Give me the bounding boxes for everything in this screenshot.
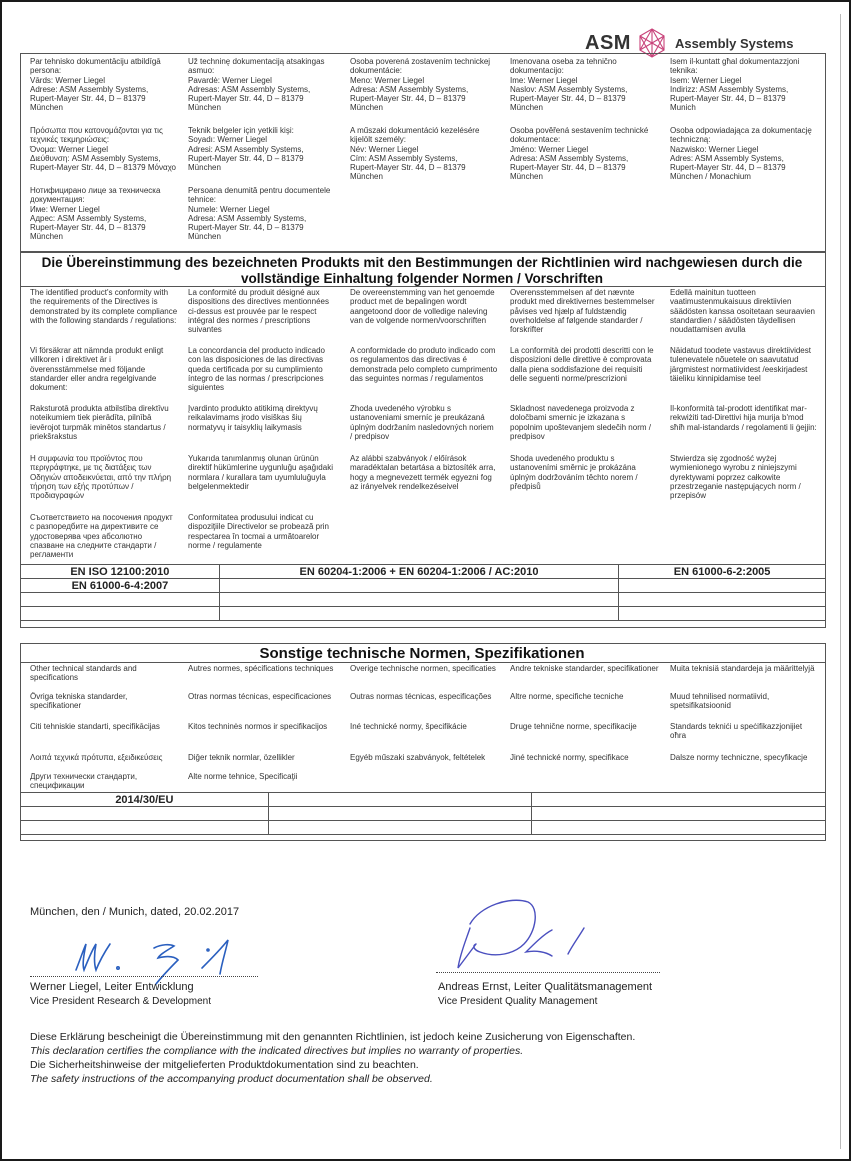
- signature-line-right: [436, 972, 660, 973]
- other-standards-label: Λοιπά τεχνικά πρότυπα, εξειδικεύσεις: [30, 753, 163, 762]
- address-line: Soyadı: Werner Liegel: [188, 135, 268, 145]
- other-standards-table: [20, 792, 826, 835]
- address-line: München / Monachium: [670, 172, 751, 182]
- conformity-title-line1: Die Übereinstimmung des bezeichneten Produkts mit den Bestimmungen der Richtlinien wird nachgewiesen durch die: [41, 255, 803, 270]
- address-line: Meno: Werner Liegel: [350, 75, 425, 85]
- role-label: Už techninę dokumentaciją atsakingas asmuo:: [188, 57, 325, 76]
- logo-brand: ASM: [585, 31, 631, 54]
- address-line: Adres: ASM Assembly Systems,: [670, 153, 784, 163]
- other-standards-label: Autres normes, spécifications techniques: [188, 664, 334, 673]
- address-line: Adresa: ASM Assembly Systems,: [510, 153, 629, 163]
- footer-line-4: The safety instructions of the accompanying product documentation shall be observed.: [30, 1073, 433, 1085]
- other-standards-cell: [268, 821, 532, 835]
- responsible-person-entry: [670, 126, 820, 182]
- address-line: Rupert-Mayer Str. 44, D – 81379: [30, 223, 146, 233]
- role-label: Нотифицирано лице за техническа документация:: [30, 186, 161, 205]
- address-line: Jméno: Werner Liegel: [510, 144, 589, 154]
- other-standards-cell: [21, 821, 269, 835]
- address-line: Адрес: ASM Assembly Systems,: [30, 213, 147, 223]
- responsible-person-entry: [670, 57, 820, 113]
- responsible-person-entry: [510, 57, 660, 113]
- role-label: Osoba pověřená sestavením technické dokumentace:: [510, 126, 649, 145]
- address-line: Isem: Werner Liegel: [670, 75, 742, 85]
- address-line: Rupert-Mayer Str. 44, D – 81379: [670, 94, 786, 104]
- other-standards-title: Sonstige technische Normen, Spezifikationen: [259, 645, 585, 662]
- address-line: Naslov: ASM Assembly Systems,: [510, 84, 628, 94]
- address-line: Rupert-Mayer Str. 44, D – 81379: [670, 163, 786, 173]
- address-line: Adresas: ASM Assembly Systems,: [188, 84, 311, 94]
- address-line: Rupert-Mayer Str. 44, D – 81379: [350, 163, 466, 173]
- left-signatory-title: Vice President Research & Development: [30, 996, 212, 1007]
- other-standards-label: Muud tehnilised normatiivid, spetsifikatsioonid: [670, 692, 770, 711]
- responsible-person-entry: [30, 126, 180, 172]
- other-standards-label: Muita teknisiä standardeja ja määrittelyjä: [670, 664, 815, 673]
- norm-cell: [219, 607, 618, 621]
- responsible-person-entry: [188, 57, 338, 113]
- address-line: Rupert-Mayer Str. 44, D – 81379: [350, 94, 466, 104]
- address-line: Adresa: ASM Assembly Systems,: [188, 213, 307, 223]
- conformity-statement: Η συμφωνία του προϊόντος που περιγράφτηκε, με τις διατάξεις των Οδηγιών αποδεικνύεται, από την πλήρη τήρηση των εξής προτύπων / προδιαγραφών: [30, 454, 172, 501]
- address-line: München: [510, 103, 543, 113]
- norm-cell: EN ISO 12100:2010: [21, 565, 220, 579]
- address-line: Rupert-Mayer Str. 44, D – 81379: [188, 94, 304, 104]
- responsible-person-entry: [350, 126, 500, 182]
- address-line: Ime: Werner Liegel: [510, 75, 578, 85]
- footer-line-2: This declaration certifies the compliance with the indicated directives but implies no warranty of properties.: [30, 1045, 524, 1057]
- address-line: Numele: Werner Liegel: [188, 204, 270, 214]
- divider: [20, 662, 826, 663]
- conformity-statement: Yukarıda tanımlanmış olunan ürünün direktif hükümlerine uygunluğu aşağıdaki normlara / kurallara tam uyumluluğuyla belgelenmektedir: [188, 454, 333, 491]
- other-standards-cell: 2014/30/EU: [21, 793, 269, 807]
- conformity-statement: Skladnost navedenega proizvoda z določbami smernic je izkazana s popolnim upoštevanjem sledečih norm / predpisov: [510, 404, 651, 441]
- other-standards-label: Otras normas técnicas, especificaciones: [188, 692, 332, 701]
- norm-cell: EN 60204-1:2006 + EN 60204-1:2006 / AC:2010: [219, 565, 618, 579]
- conformity-statement: Conformitatea produsului indicat cu dispoziţiile Directivelor se probează prin respectarea în tocmai a următoarelor norme / regulamente: [188, 513, 329, 550]
- signature-andreas-ernst: [450, 888, 610, 976]
- role-label: Osoba odpowiadająca za dokumentację techniczną:: [670, 126, 812, 145]
- other-standards-row: [21, 807, 826, 821]
- other-standards-label: Övriga tekniska standarder, specifikationer: [30, 692, 128, 711]
- other-standards-cell: [532, 821, 826, 835]
- other-standards-cell: [532, 793, 826, 807]
- conformity-statement: Az alábbi szabványok / előírások maradéktalan betartása a biztosíték arra, hogy a megnevezett termék egyezni fog az irányelvek rendelkezéseivel: [350, 454, 496, 491]
- scan-edge: [840, 14, 841, 1149]
- responsible-person-entry: [30, 57, 180, 113]
- responsible-person-entry: [188, 186, 338, 242]
- norms-row: [21, 607, 826, 621]
- address-line: Rupert-Mayer Str. 44, D – 81379: [510, 94, 626, 104]
- left-signatory-name: Werner Liegel, Leiter Entwicklung: [30, 981, 194, 993]
- logo-subtitle: Assembly Systems: [674, 35, 794, 51]
- conformity-statement: Shoda uvedeného produktu s ustanoveními směrnic je prokázána úplným dodržováním těchto norem / předpisů: [510, 454, 638, 491]
- footer-line-1: Diese Erklärung bescheinigt die Übereinstimmung mit den genannten Richtlinien, ist jedoch keine Zusicherung von Eigenschaften.: [30, 1031, 636, 1043]
- place-date: München, den / Munich, dated, 20.02.2017: [30, 906, 240, 918]
- norm-cell: [21, 607, 220, 621]
- conformity-statement: A conformidade do produto indicado com os regulamentos das directivas é demonstrada pelo completo cumprimento das seguintes normas / regulamentos: [350, 346, 498, 383]
- other-standards-label: Outras normas técnicas, especificações: [350, 692, 492, 701]
- norm-cell: [619, 593, 826, 607]
- norm-cell: [219, 579, 618, 593]
- role-label: Persoana denumită pentru documentele tehnice:: [188, 186, 331, 205]
- address-line: Nazwisko: Werner Liegel: [670, 144, 759, 154]
- conformity-statement: The identified product's conformity with the requirements of the Directives is demonstrated by its complete compliance with the following standards / regulations:: [30, 288, 178, 325]
- address-line: Rupert-Mayer Str. 44, D – 81379: [188, 223, 304, 233]
- role-label: Isem il-kuntatt għal dokumentazzjoni teknika:: [670, 57, 800, 76]
- other-standards-label: Egyéb műszaki szabványok, feltételek: [350, 753, 486, 762]
- other-standards-row: [21, 793, 826, 807]
- conformity-statement: Edellä mainitun tuotteen vaatimustenmukaisuus direktiivien säädösten kanssa osoitetaan seuraavien standardien / säädösten täydellisen noudattamisen avulla: [670, 288, 815, 335]
- right-signatory-title: Vice President Quality Management: [438, 996, 598, 1007]
- address-line: Adresa: ASM Assembly Systems,: [350, 84, 469, 94]
- address-line: Όνομα: Werner Liegel: [30, 144, 108, 154]
- address-line: München: [350, 103, 383, 113]
- conformity-statement: Il-konformità tal-prodott identifikat mar-rekwiżiti tad-Direttivi hija murija b'mod sħiħ mal-istandards / regolamenti li ġejjin:: [670, 404, 817, 432]
- other-standards-label: Iné technické normy, špecifikácie: [350, 722, 467, 731]
- other-standards-cell: [532, 807, 826, 821]
- role-label: Osoba poverená zostavením technickej dokumentácie:: [350, 57, 491, 76]
- other-standards-cell: [268, 793, 532, 807]
- address-line: München: [188, 232, 221, 242]
- norms-row: [21, 579, 826, 593]
- other-standards-label: Alte norme tehnice, Specificaţii: [188, 772, 298, 781]
- address-line: Διεύθυνση: ASM Assembly Systems,: [30, 153, 161, 163]
- address-line: Rupert-Mayer Str. 44, D – 81379: [188, 153, 304, 163]
- address-line: München: [30, 103, 63, 113]
- other-standards-label: Dalsze normy techniczne, specyfikacje: [670, 753, 808, 762]
- norm-cell: [219, 593, 618, 607]
- responsible-person-entry: [510, 126, 660, 182]
- norm-cell: [619, 607, 826, 621]
- other-standards-label: Citi tehniskie standarti, specifikācijas: [30, 722, 160, 731]
- other-standards-label: Diğer teknik normlar, özellikler: [188, 753, 295, 762]
- conformity-statement: De overeenstemming van het genoemde product met de bepalingen wordt aangetoond door de volledige naleving van de volgende normen/voorschriften: [350, 288, 495, 325]
- address-line: München: [350, 172, 383, 182]
- responsible-person-entry: [350, 57, 500, 113]
- conformity-statement: Zhoda uvedeného výrobku s ustanoveniami smerníc je preukázaná úplným dodržaním nasledovných noriem / predpisov: [350, 404, 494, 441]
- address-line: Munich: [670, 103, 696, 113]
- other-standards-label: Other technical standards and specifications: [30, 664, 137, 683]
- other-standards-label: Kitos techninės normos ir specifikacijos: [188, 722, 328, 731]
- norms-row: [21, 565, 826, 579]
- address-line: Adrese: ASM Assembly Systems,: [30, 84, 149, 94]
- conformity-statement: Overensstemmelsen af det nævnte produkt med direktivernes bestemmelser påvises ved hjælp af fuldstændig overholdelse af følgende standarder / forskrifter: [510, 288, 655, 335]
- other-standards-label: Standards teknići u speċifikazzjonijiet oħra: [670, 722, 803, 741]
- address-line: Adresi: ASM Assembly Systems,: [188, 144, 304, 154]
- address-line: München: [30, 232, 63, 242]
- other-standards-label: Други технически стандарти, спецификации: [30, 772, 138, 791]
- other-standards-row: [21, 821, 826, 835]
- conformity-statement: Įvardinto produkto atitikimą direktyvų reikalavimams įrodo visiškas šių normatyvų ir taisyklių laikymasis: [188, 404, 318, 432]
- address-line: Név: Werner Liegel: [350, 144, 419, 154]
- divider: [20, 286, 826, 287]
- conformity-statement: Näidatud toodete vastavus direktiividest tulenevatele nõuetele on saavutatud järgmistest normatiividest /eeskirjadest täieliku kinnipidamise teel: [670, 346, 811, 383]
- other-standards-label: Druge tehnične norme, specifikacije: [510, 722, 637, 731]
- conformity-statement: Vi försäkrar att nämnda produkt enligt villkoren i direktivet är i överensstämmelse med följande standarder eller andra regelgivande dokument:: [30, 346, 164, 393]
- other-standards-label: Altre norme, specifiche tecniche: [510, 692, 624, 701]
- role-label: Πρόσωπα που κατονομάζονται για τις τεχνικές τεκμηριώσεις:: [30, 126, 163, 145]
- other-standards-cell: [268, 807, 532, 821]
- right-signatory-name: Andreas Ernst, Leiter Qualitätsmanagement: [438, 981, 653, 993]
- conformity-statement: La conformità dei prodotti descritti con le disposizioni delle direttive è comprovata dalla piena soddisfazione dei requisiti delle seguenti norme/prescrizioni: [510, 346, 654, 383]
- role-label: A műszaki dokumentáció kezelésére kijelölt személy:: [350, 126, 480, 145]
- address-line: Indirizz: ASM Assembly Systems,: [670, 84, 789, 94]
- conformity-statement: La concordancia del producto indicado con las disposiciones de las directivas queda certificada por su cumplimiento íntegro de las normas / prescripciones siguientes: [188, 346, 325, 393]
- norms-row: [21, 593, 826, 607]
- address-line: Rupert-Mayer Str. 44, D – 81379: [30, 94, 146, 104]
- norm-cell: [21, 593, 220, 607]
- other-standards-cell: [21, 807, 269, 821]
- address-line: Име: Werner Liegel: [30, 204, 100, 214]
- address-line: München: [188, 103, 221, 113]
- conformity-statement: Съответствието на посочения продукт с разпоредбите на директивите се удостоверява чрез абсолютно спазване на следните стандарти / регламенти: [30, 513, 173, 560]
- norm-cell: EN 61000-6-4:2007: [21, 579, 220, 593]
- role-label: Teknik belgeler için yetkili kişi:: [188, 126, 294, 135]
- footer-line-3: Die Sicherheitshinweise der mitgelieferten Produktdokumentation sind zu beachten.: [30, 1059, 419, 1071]
- address-line: Rupert-Mayer Str. 44, D – 81379 Μόναχο: [30, 163, 177, 173]
- other-standards-label: Andre tekniske standarder, specifikationer: [510, 664, 659, 673]
- signature-line-left: [30, 976, 258, 977]
- conformity-title-line2: vollständige Einhaltung folgender Normen / Vorschriften: [240, 271, 604, 286]
- address-line: Pavardė: Werner Liegel: [188, 75, 272, 85]
- address-line: München: [188, 163, 221, 173]
- role-label: Par tehnisko dokumentāciju atbildīgā persona:: [30, 57, 161, 76]
- address-line: München: [510, 172, 543, 182]
- norm-cell: EN 61000-6-2:2005: [619, 565, 826, 579]
- conformity-statement: Stwierdza się zgodność wyżej wymienionego wyrobu z niniejszymi dyrektywami poprzez całkowite przestrzeganie następujących norm / przepisów: [670, 454, 801, 501]
- address-line: Cím: ASM Assembly Systems,: [350, 153, 458, 163]
- responsible-person-entry: [30, 186, 180, 242]
- norms-table: [20, 564, 826, 621]
- role-label: Imenovana oseba za tehnično dokumentacijo:: [510, 57, 617, 76]
- other-standards-label: Overige technische normen, specificaties: [350, 664, 496, 673]
- address-line: Rupert-Mayer Str. 44, D – 81379: [510, 163, 626, 173]
- responsible-person-entry: [188, 126, 338, 172]
- other-standards-label: Jiné technické normy, specifikace: [510, 753, 629, 762]
- norm-cell: [619, 579, 826, 593]
- address-line: Vārds: Werner Liegel: [30, 75, 105, 85]
- conformity-statement: La conformité du produit désigné aux dispositions des directives mentionnées ci-dessus est prouvée par le respect intégral des normes / prescriptions suivantes: [188, 288, 329, 335]
- conformity-statement: Raksturotā produkta atbilstība direktīvu noteikumiem tiek pierādīta, pilnībā ievērojot turpmāk minētos standartus / priekšrakstus: [30, 404, 169, 441]
